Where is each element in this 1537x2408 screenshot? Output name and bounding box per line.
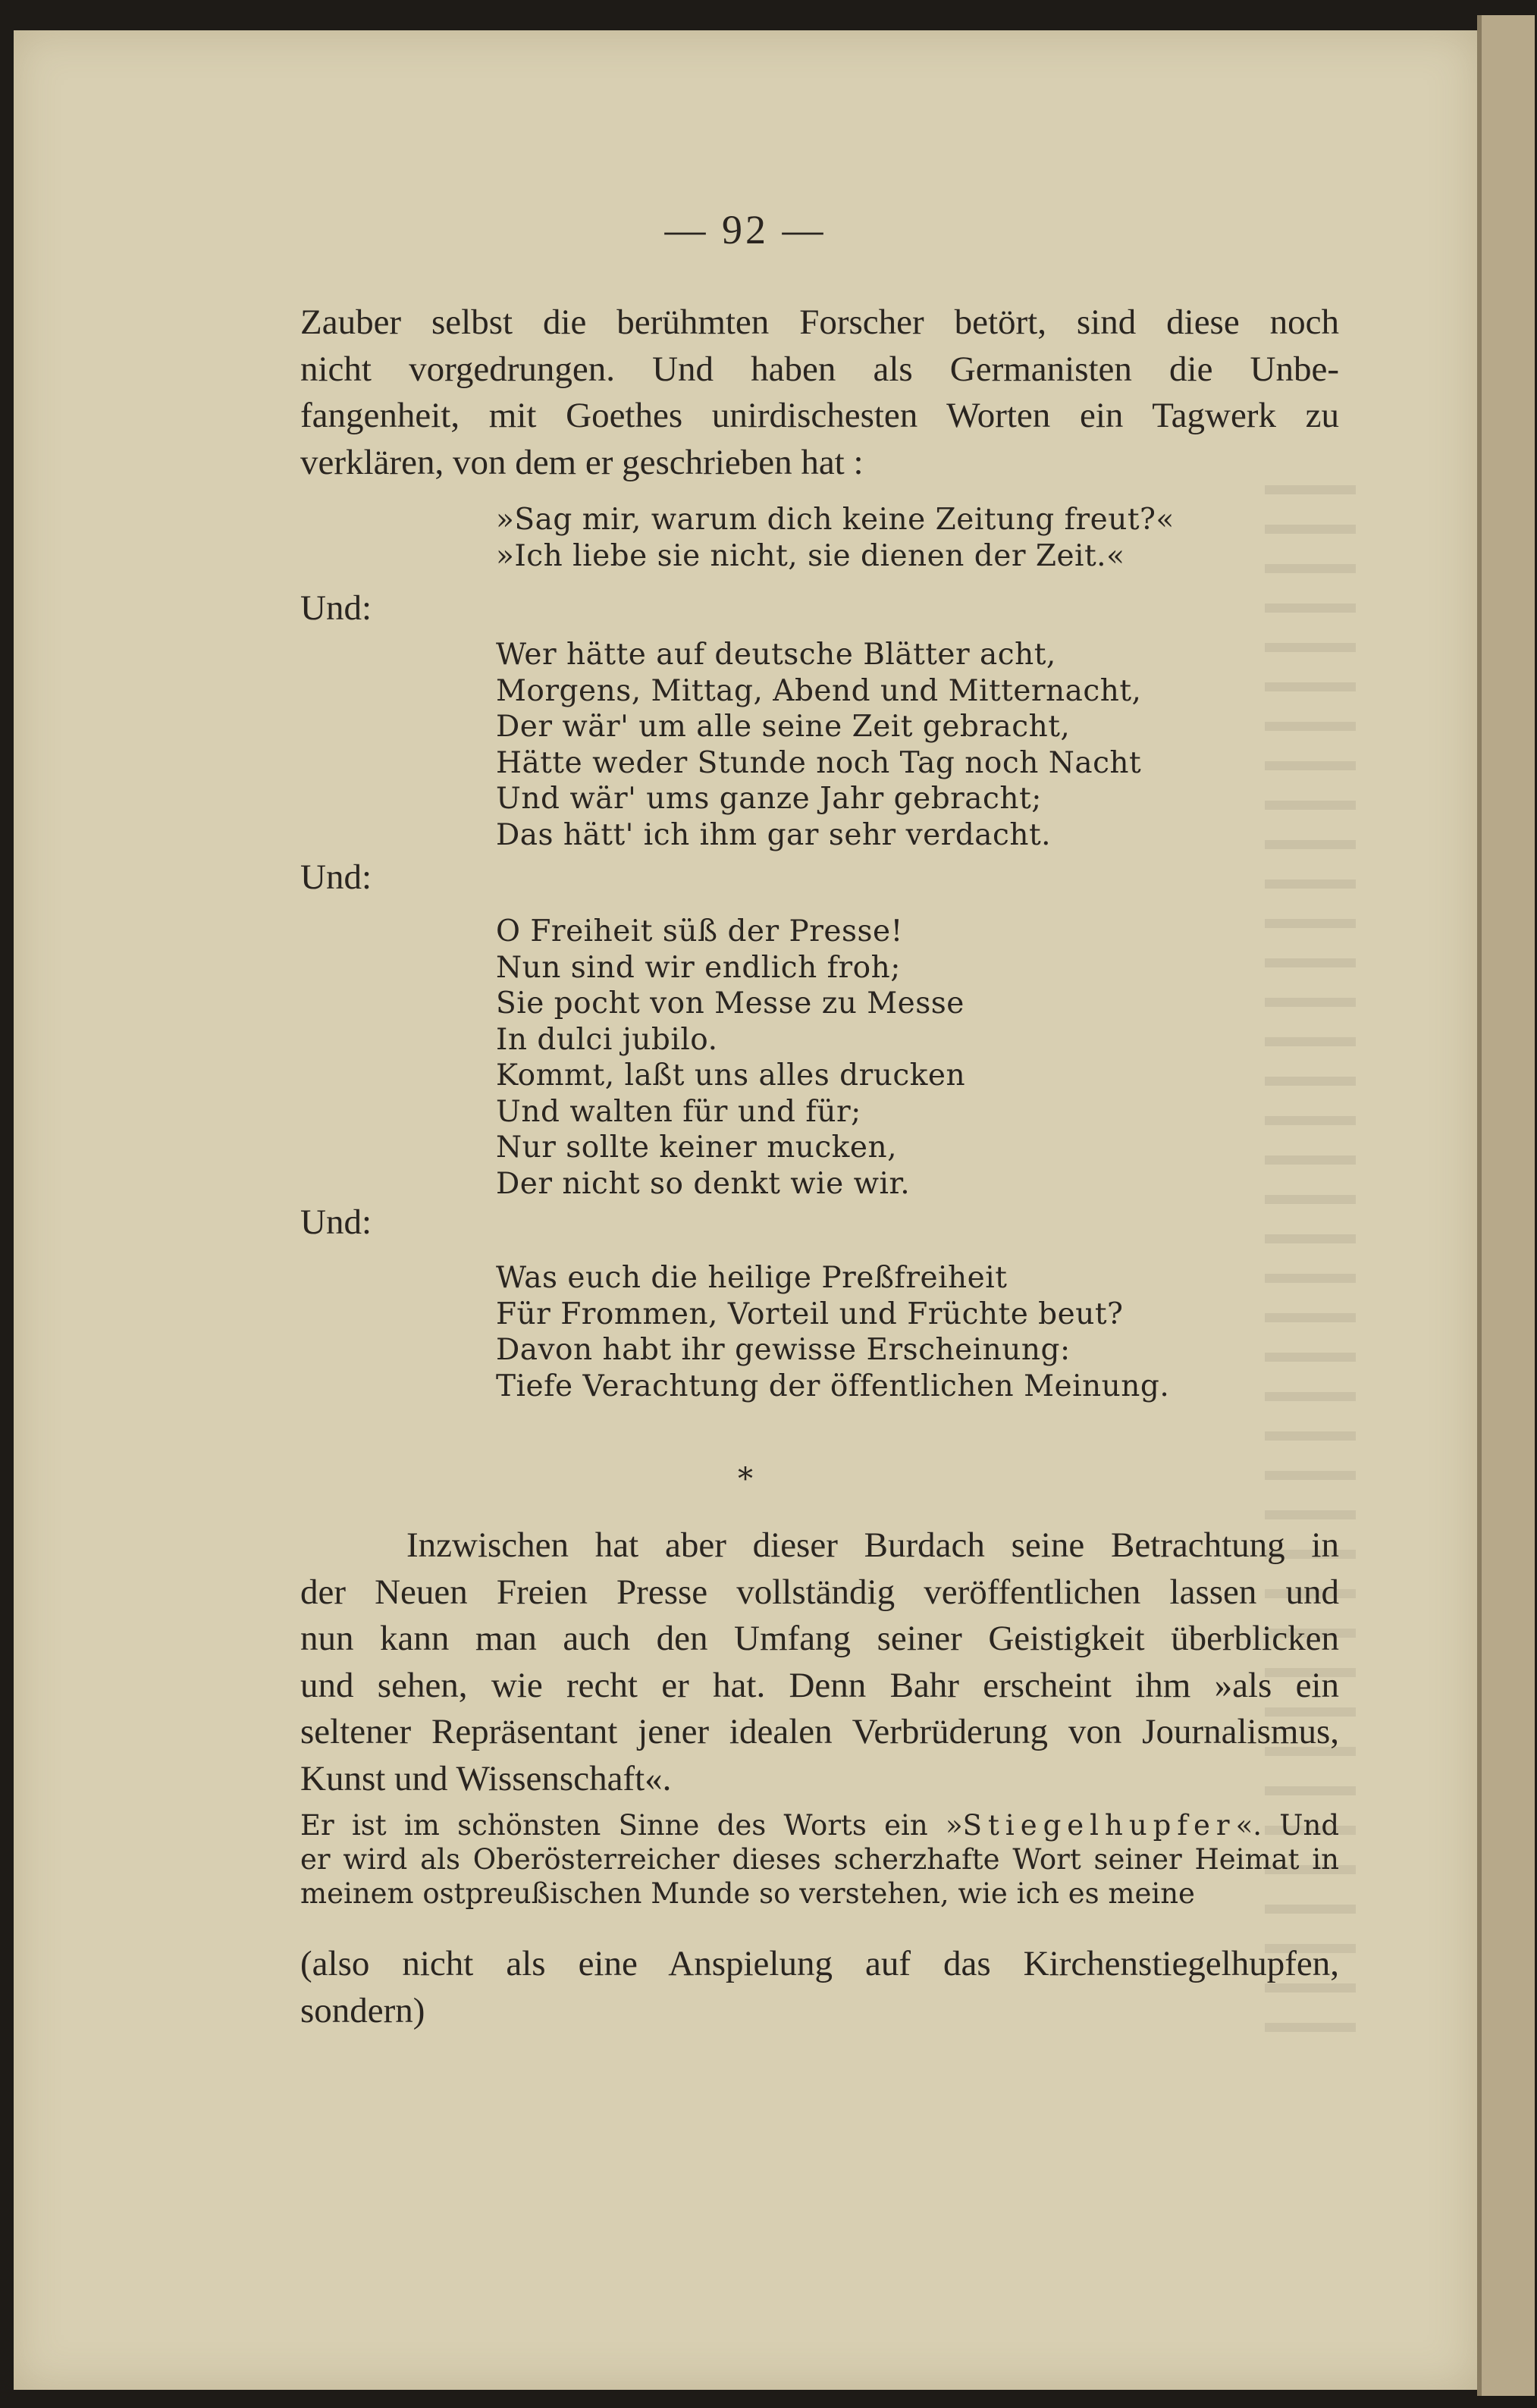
text-line: (also nicht als eine Anspielung auf das Kirchenstiegelhupfen,	[300, 1944, 1339, 1983]
section-separator: *	[738, 1462, 753, 1497]
text-line: nicht vorgedrungen. Und haben als Germanisten die Unbe-	[300, 349, 1339, 389]
verse-line: Kommt, laßt uns alles drucken	[496, 1058, 966, 1093]
verse-line: »Sag mir, warum dich keine Zeitung freut?«	[496, 503, 1175, 537]
verse-line: Was euch die heilige Preßfreiheit	[496, 1261, 1008, 1295]
verse-line: Sie pocht von Messe zu Messe	[496, 986, 965, 1021]
und-label: Und:	[300, 858, 372, 897]
text-line	[300, 1808, 1339, 1842]
main-paragraph	[300, 1522, 1339, 1802]
text-line: nun kann man auch den Umfang seiner Geistigkeit überblicken	[300, 1619, 1339, 1658]
verse-line: Für Frommen, Vorteil und Früchte beut?	[496, 1296, 1124, 1331]
small-paragraph	[300, 1808, 1339, 1911]
verse-line: Und wär' ums ganze Jahr gebracht;	[496, 782, 1042, 816]
closing-paragraph	[300, 1941, 1339, 2034]
verse-block-1	[496, 502, 1178, 574]
page-number: — 92 —	[664, 207, 827, 252]
verse-line: Der wär' um alle seine Zeit gebracht,	[496, 710, 1071, 744]
verse-line: Der nicht so denkt wie wir.	[496, 1166, 911, 1201]
verse-line: Wer hätte auf deutsche Blätter acht,	[496, 638, 1056, 672]
book-page	[14, 30, 1477, 2390]
und-label: Und:	[300, 588, 372, 628]
text-line: sondern)	[300, 1990, 425, 2030]
text-line: meinem ostpreußischen Munde so verstehen, wie ich es meine	[300, 1877, 1195, 1910]
verse-block-3	[496, 914, 1178, 1202]
verse-line: Das hätt' ich ihm gar sehr verdacht.	[496, 817, 1052, 852]
verse-line: »Ich liebe sie nicht, sie dienen der Zeit.«	[496, 538, 1125, 573]
text-fragment: «. Und	[1235, 1809, 1340, 1842]
text-line: seltener Repräsentant jener idealen Verbrüderung von Journalismus,	[300, 1712, 1339, 1751]
verse-line: Tiefe Verachtung der öffentlichen Meinung.	[496, 1369, 1170, 1403]
text-line: Kunst und Wissenschaft«.	[300, 1758, 672, 1798]
text-line: verklären, von dem er geschrieben hat :	[300, 442, 864, 482]
und-label: Und:	[300, 1202, 372, 1242]
verse-block-4	[496, 1260, 1178, 1404]
verse-line: Und walten für und für;	[496, 1094, 861, 1129]
text-line: Inzwischen hat aber dieser Burdach seine Betrachtung in	[406, 1525, 1339, 1565]
verse-line: Nur sollte keiner mucken,	[496, 1130, 897, 1165]
text-fragment: Er ist im schönsten Sinne des Worts ein »	[300, 1809, 963, 1842]
intro-paragraph	[300, 299, 1339, 486]
text-line: Zauber selbst die berühmten Forscher betört, sind diese noch	[300, 303, 1339, 342]
text-line: und sehen, wie recht er hat. Denn Bahr erscheint ihm »als ein	[300, 1665, 1339, 1705]
verse-line: Nun sind wir endlich froh;	[496, 950, 901, 985]
text-line: fangenheit, mit Goethes unirdischesten Worten ein Tagwerk zu	[300, 396, 1339, 435]
page-edge	[1477, 15, 1535, 2396]
verse-line: Morgens, Mittag, Abend und Mitternacht,	[496, 673, 1142, 708]
verse-line: Hätte weder Stunde noch Tag noch Nacht	[496, 745, 1142, 780]
text-line: der Neuen Freien Presse vollständig veröffentlichen lassen und	[300, 1572, 1339, 1612]
verse-line: Davon habt ihr gewisse Erscheinung:	[496, 1333, 1071, 1367]
spaced-word: Stiegelhupfer	[962, 1809, 1236, 1842]
text-line: er wird als Oberösterreicher dieses scherzhafte Wort seiner Heimat in	[300, 1843, 1339, 1876]
verse-line: In dulci jubilo.	[496, 1022, 718, 1057]
verse-line: O Freiheit süß der Presse!	[496, 914, 903, 948]
verse-block-2	[496, 637, 1178, 853]
